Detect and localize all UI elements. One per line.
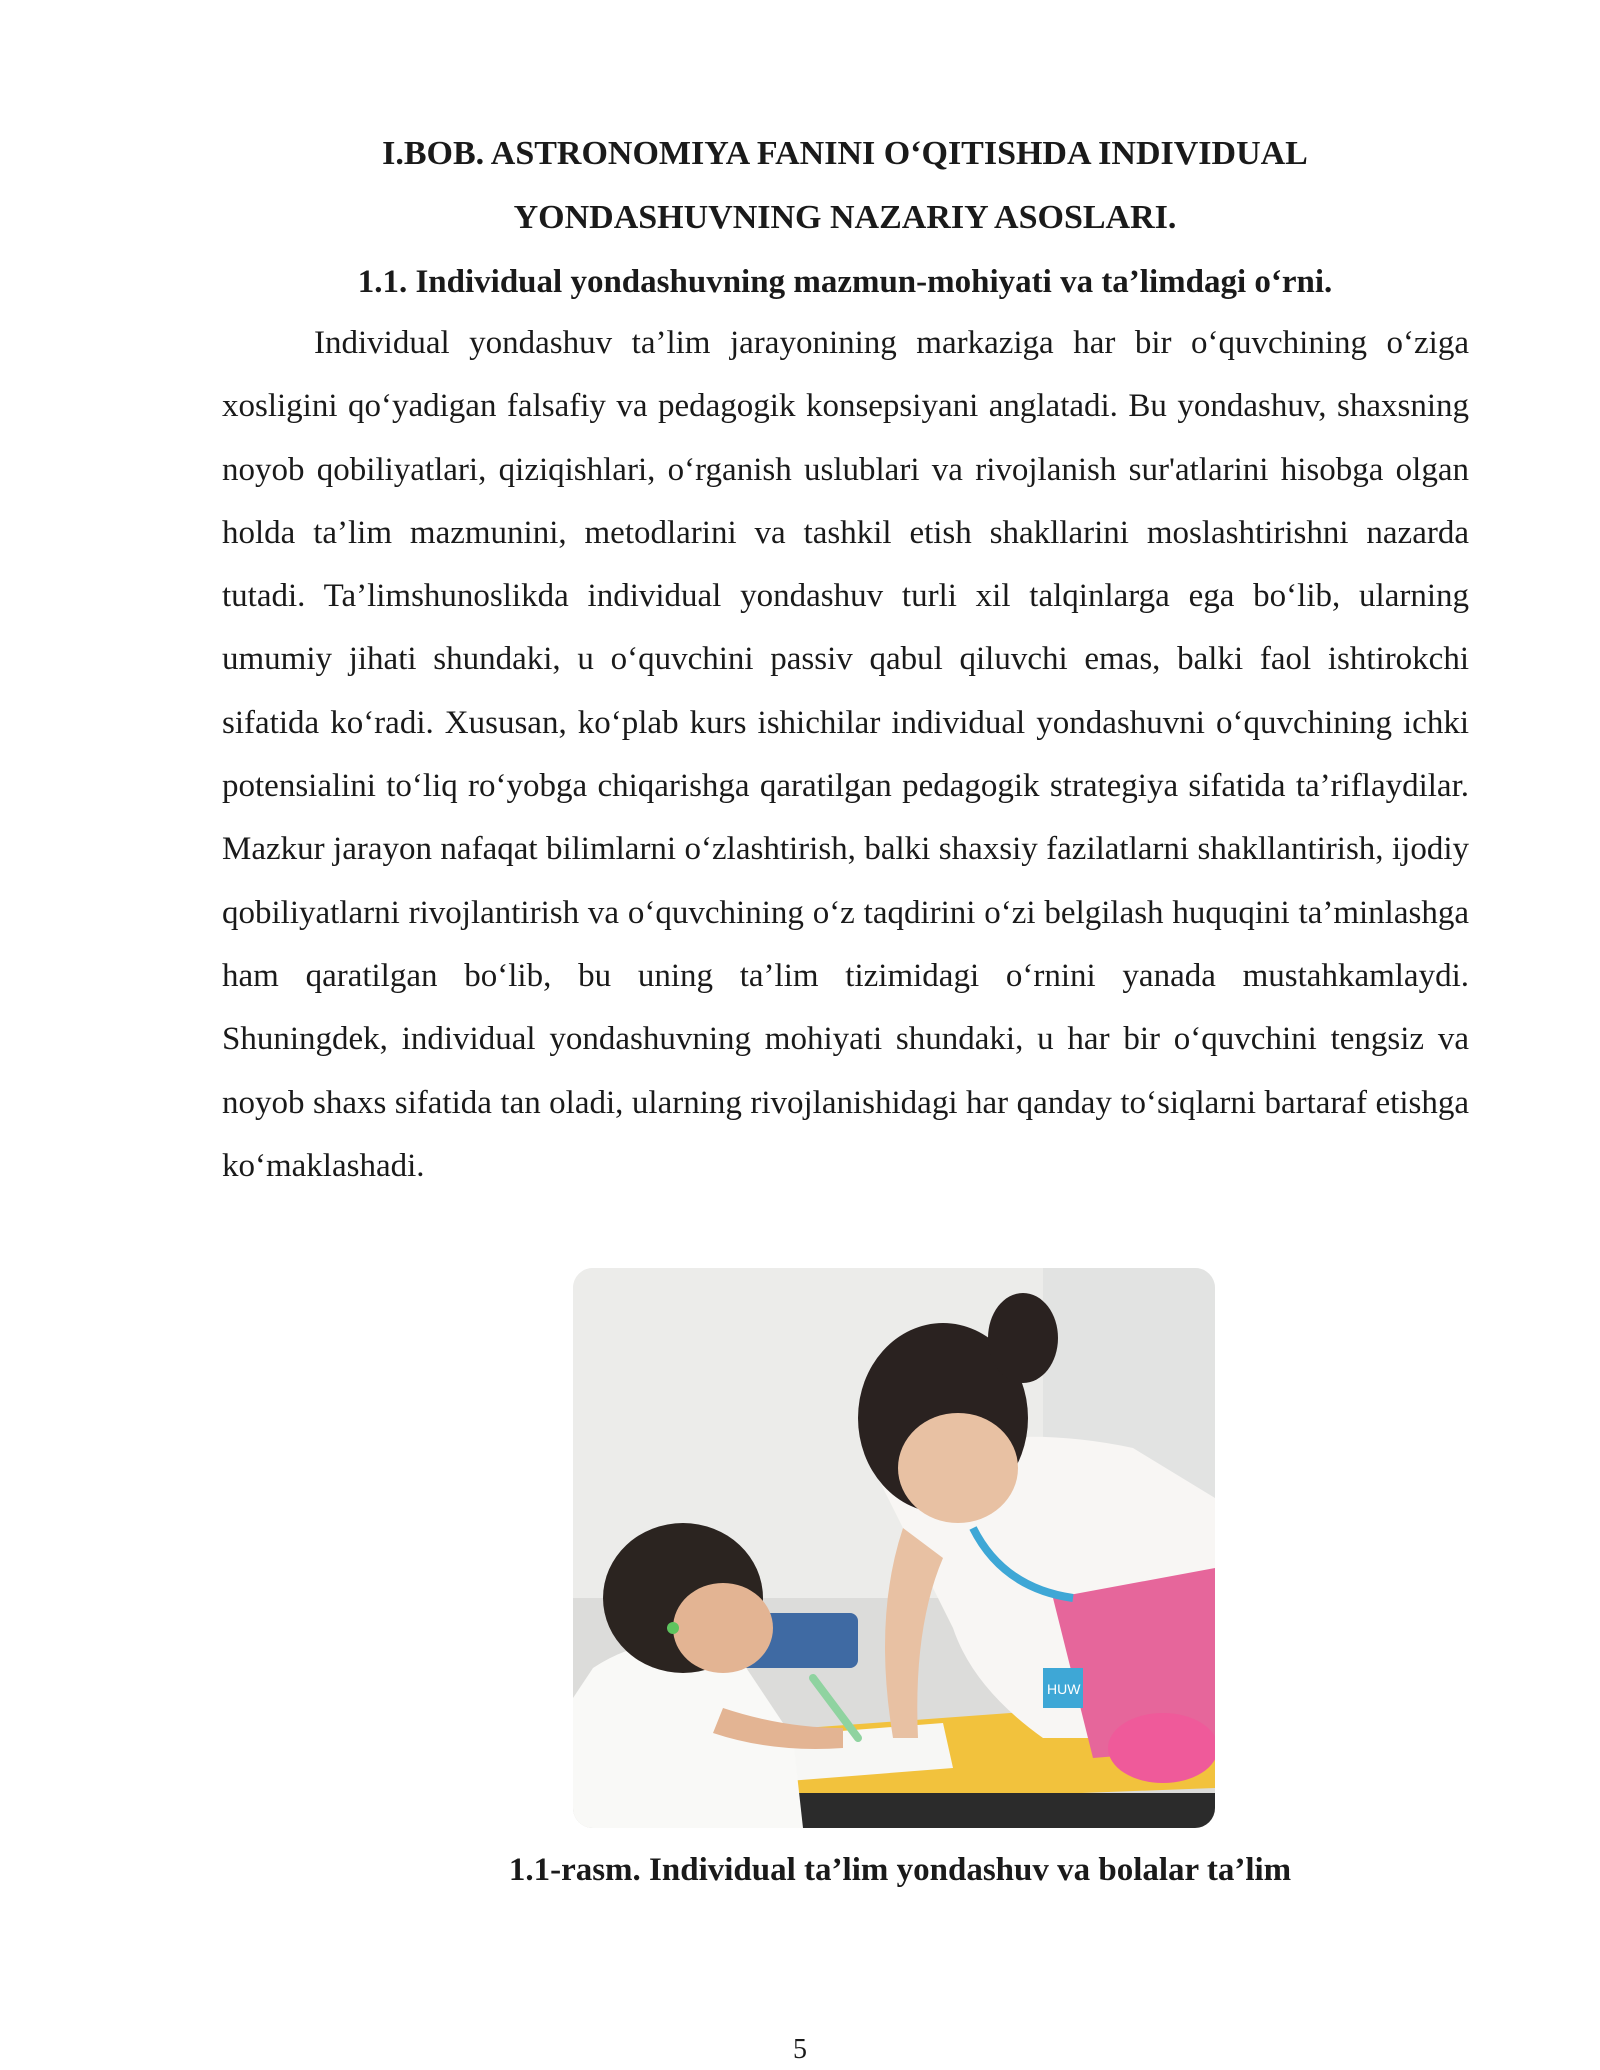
badge-text: HUW: [1047, 1681, 1081, 1697]
body-paragraph: Individual yondashuv ta’lim jarayonining markaziga har bir o‘quvchining o‘ziga xosligini qo‘yadigan falsafiy va pedagogik konsepsiyani anglatadi. Bu yondashuv, shaxsning noyob qobiliyatlari, qiziqishlari, o‘rganish uslublari va rivojlanish sur'atlarini hisobga olgan holda ta’lim mazmunini, metodlarini va tashkil etish shakllarini moslashtirishni nazarda tutadi. Ta’limshunoslikda individual yondashuv turli xil talqinlarga ega bo‘lib, ularning umumiy jihati shundaki, u o‘quvchini passiv qabul qiluvchi emas, balki faol ishtirokchi sifatida ko‘radi. Xususan, ko‘plab kurs ishichilar individual yondashuvni o‘quvchining ichki potensialini to‘liq ro‘yobga chiqarishga qaratilgan pedagogik strategiya sifatida ta’riflaydilar. Mazkur jarayon nafaqat bilimlarni o‘zlashtirish, balki shaxsiy fazilatlarni shakllantirish, ijodiy qobiliyatlarni rivojlantirish va o‘quvchining o‘z taqdirini o‘zi belgilash huquqini ta’minlashga ham qaratilgan bo‘lib, bu uning ta’lim tizimidagi o‘rnini yanada mustahkamlaydi. Shuningdek, individual yondashuvning mohiyati shundaki, u har bir o‘quvchini tengsiz va noyob shaxs sifatida tan oladi, ularning rivojlanishidagi har qanday to‘siqlarni bartaraf etishga ko‘maklashadi.: [222, 325, 1469, 1184]
page-number: 5: [793, 2034, 807, 2065]
section-title: 1.1. Individual yondashuvning mazmun-mohiyati va ta’limdagi o‘rni.: [357, 264, 1333, 300]
figure-photo-teacher-and-child: [573, 1268, 1215, 1828]
chapter-title: [220, 122, 1470, 250]
figure-caption: 1.1-rasm. Individual ta’lim yondashuv va bolalar ta’lim: [508, 1852, 1292, 1888]
photo-illustration: [573, 1268, 1215, 1828]
chapter-title-line-1: I.BOB. ASTRONOMIYA FANINI O‘QITISHDA INDIVIDUAL: [382, 135, 1308, 172]
chapter-title-line-2: YONDASHUVNING NAZARIY ASOSLARI.: [513, 199, 1177, 236]
